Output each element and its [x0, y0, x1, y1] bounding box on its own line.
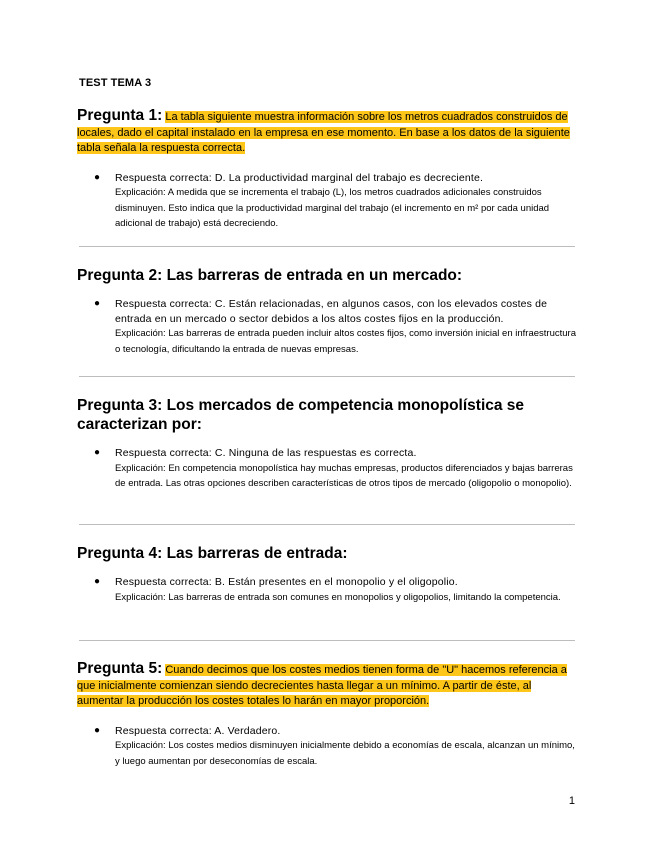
question-1-answer: Respuesta correcta: D. La productividad marginal del trabajo es decreciente. [115, 171, 484, 184]
question-4-label: Pregunta 4: [77, 545, 163, 562]
question-5-heading [77, 661, 579, 710]
question-3-answers [77, 446, 579, 492]
question-4 [77, 544, 579, 605]
divider [79, 524, 575, 525]
question-5-explanation: Explicación: Los costes medios disminuyen inicialmente debido a economías de escala, alcanzan un mínimo, y luego aumentan por deseconomías de escala. [115, 740, 575, 767]
question-3-explanation: Explicación: En competencia monopolística hay muchas empresas, productos diferenciados y bajas barreras de entrada. Las otras opciones describen características de otros tipos de mercado (oligopolio o monopolio). [115, 462, 573, 489]
question-2-heading [77, 266, 579, 285]
bullet-icon: ● [94, 576, 101, 587]
question-3-label: Pregunta 3: [77, 397, 163, 414]
question-4-answers [77, 575, 579, 605]
question-4-heading [77, 544, 579, 563]
question-4-text: Las barreras de entrada: [166, 545, 348, 562]
question-5-answers [77, 724, 579, 770]
document-title: TEST TEMA 3 [79, 77, 152, 89]
divider [79, 246, 575, 247]
question-2-text: Las barreras de entrada en un mercado: [166, 267, 463, 284]
question-1-label: Pregunta 1: [77, 107, 163, 124]
question-3-text: Los mercados de competencia monopolística se caracterizan por: [77, 397, 525, 433]
question-1 [77, 108, 579, 232]
divider [79, 376, 575, 377]
question-1-heading [77, 108, 579, 157]
question-5-answer: Respuesta correcta: A. Verdadero. [115, 724, 281, 737]
question-1-answers [77, 171, 579, 232]
question-2 [77, 266, 579, 357]
question-4-explanation: Explicación: Las barreras de entrada son comunes en monopolios y oligopolios, limitando la competencia. [115, 591, 561, 603]
question-2-answer: Respuesta correcta: C. Están relacionadas, en algunos casos, con los elevados costes de entrada en un mercado o sector debidos a los altos costes fijos en la producción. [115, 298, 548, 325]
question-3-answer: Respuesta correcta: C. Ninguna de las respuestas es correcta. [115, 447, 417, 459]
bullet-icon: ● [94, 171, 101, 183]
question-2-label: Pregunta 2: [77, 267, 163, 284]
question-3-heading [77, 396, 579, 434]
question-4-answer-item [77, 575, 579, 605]
page-number: 1 [568, 795, 575, 807]
question-5 [77, 661, 579, 769]
question-5-text: Cuando decimos que los costes medios tienen forma de "U" hacemos referencia a que inicialmente comienzan siendo decrecientes hasta llegar a un mínimo. A partir de éste, al aumentar la producción los costes totales lo harán en mayor proporción. [77, 664, 567, 707]
question-5-answer-item [77, 724, 579, 770]
bullet-icon: ● [94, 298, 101, 309]
question-1-explanation: Explicación: A medida que se incrementa el trabajo (L), los metros cuadrados adicionales construidos disminuyen. Esto indica que la productividad marginal del trabajo (el incremento en m² por cada unidad adicional de trabajo) está decreciendo. [115, 187, 550, 229]
divider [79, 640, 575, 641]
question-4-answer: Respuesta correcta: B. Están presentes en el monopolio y el oligopolio. [115, 576, 458, 588]
question-3 [77, 396, 579, 492]
question-3-answer-item [77, 446, 579, 492]
question-2-explanation: Explicación: Las barreras de entrada pueden incluir altos costes fijos, como inversión inicial en infraestructura o tecnología, dificultando la entrada de nuevas empresas. [115, 328, 576, 355]
bullet-icon: ● [94, 447, 101, 458]
bullet-icon: ● [94, 724, 101, 736]
question-1-text: La tabla siguiente muestra información sobre los metros cuadrados construidos de locales, dado el capital instalado en la empresa en ese momento. En base a los datos de la siguiente tabla señala la respuesta correcta. [77, 111, 570, 154]
question-5-label: Pregunta 5: [77, 660, 163, 677]
question-1-answer-item [77, 171, 579, 232]
question-2-answer-item [77, 297, 579, 357]
question-2-answers [77, 297, 579, 357]
